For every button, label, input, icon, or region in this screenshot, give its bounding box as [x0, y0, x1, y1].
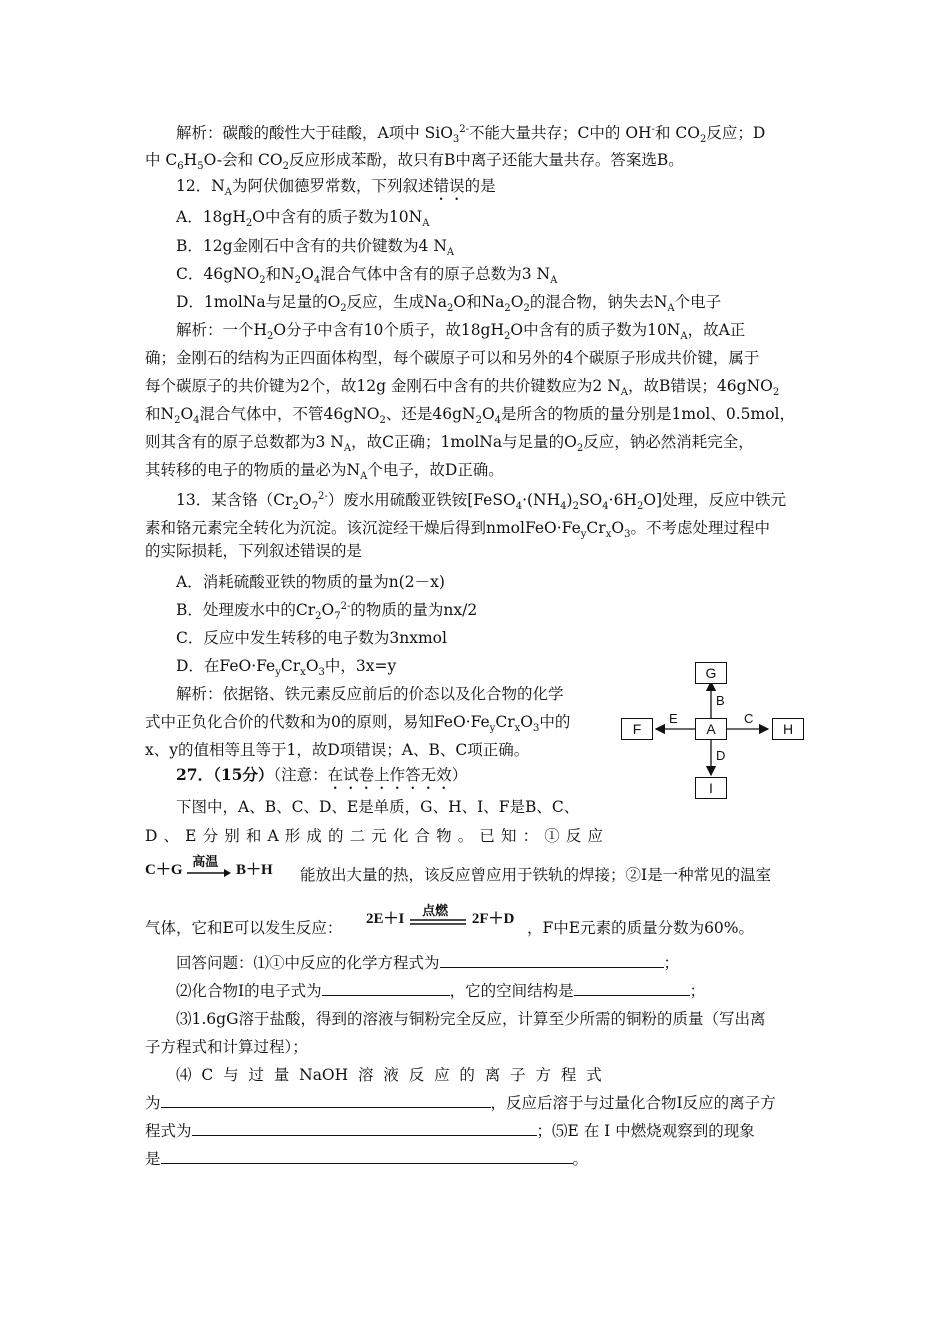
question-12-explanation-2: 确；金刚石的结构为正四面体构型，每个碳原子可以和另外的4个碳原子形成共价键，属于 — [145, 349, 760, 367]
node-f: F — [621, 718, 653, 740]
node-i: I — [695, 777, 727, 799]
question-27-header: 27．（15分）（注意：在试卷上作答无效） — [176, 765, 468, 784]
answer-3-cont: 子方程式和计算过程）； — [145, 1038, 308, 1056]
answer-4-cont: 为 ，反应后溶于与过量化合物I反应的离子方 — [145, 1094, 776, 1112]
equation-2: 2E＋I 点燃 2F＋D — [366, 902, 515, 927]
question-13-explanation-3: x、y的值相等且等于1，故D项错误；A、B、C项正确。 — [145, 741, 530, 759]
equation-1-arrow: 高温 — [186, 863, 232, 879]
equation-1: C＋G 高温 B＋H — [145, 853, 273, 878]
answer-2b-blank[interactable] — [574, 981, 690, 996]
question-27-line3: 能放出大量的热，该反应曾应用于铁轨的焊接；②I是一种常见的温室 — [300, 866, 772, 884]
analysis-11-line1: 解析：碳酸的酸性大于硅酸，A项中 SiO$_3^{2-}$不能大量共存；C中的 OH-和 $CO_2$反应；D — [176, 123, 766, 146]
answer-4a-blank[interactable] — [161, 1093, 491, 1108]
question-12-option-d: D．1molNa与足量的$O_2$反应，生成$Na_2O$和$Na_2O_2$的混合物，钠失去$N_A$个电子 — [176, 293, 722, 315]
label-b: B — [716, 693, 725, 708]
question-12-explanation-1: 解析：一个$H_2O$分子中含有10个质子，故$18gH_2O$中含有的质子数为$10N_A$，故A正 — [176, 321, 746, 343]
answer-1-blank[interactable] — [440, 953, 664, 968]
node-h: H — [772, 718, 804, 740]
answer-4b-blank[interactable] — [192, 1121, 537, 1136]
answer-3: ⑶1.6gG溶于盐酸，得到的溶液与铜粉完全反应，计算至少所需的铜粉的质量（写出离 — [176, 1010, 766, 1028]
answer-2: ⑵化合物I的电子式为 ，它的空间结构是 ； — [176, 982, 706, 1000]
question-13-explanation-2: 式中正负化合价的代数和为0的原则，易知$FeO\cdot Fe_yCr_xO_3$中的 — [145, 713, 571, 735]
question-13-option-b: B．处理废水中的$Cr_2O_7^{2-}$的物质的量为nx/2 — [176, 600, 478, 623]
answer-4: ⑷ C 与 过 量 NaOH 溶 液 反 应 的 离 子 方 程 式 — [176, 1066, 602, 1084]
question-13-explanation-1: 解析：依据铬、铁元素反应前后的价态以及化合物的化学 — [176, 685, 564, 703]
question-13-stem-1: 13．某含铬$(Cr_2O_7^{2-})$废水用硫酸亚铁铵$[FeSO_4\cdot(NH_4)_2SO_4\cdot 6H_2O]$处理，反应中铁元 — [176, 490, 787, 513]
question-12-explanation-6: 其转移的电子的物质的量必为$N_A$个电子，故D正确。 — [145, 461, 504, 483]
equation-2-arrow: 点燃 — [422, 902, 449, 918]
question-12-option-c: C．46gNO$_2$和$N_2O_4$混合气体中含有的原子总数为3 $N_A$ — [176, 265, 558, 287]
question-27-line1: 下图中，A、B、C、D、E是单质，G、H、I、F是B、C、 — [176, 798, 580, 816]
answer-5: 是 。 — [145, 1150, 589, 1168]
question-13-stem-2: 素和铬元素完全转化为沉淀。该沉淀经干燥后得到$nmolFeO\cdot Fe_yCr_xO_3$。不考虑处理过程中 — [145, 519, 770, 541]
answer-1: 回答问题：⑴①中反应的化学方程式为 ； — [176, 954, 680, 972]
analysis-11-line2: 中 $C_6H_5O-$会和 $CO_2$反应形成苯酚，故只有B中离子还能大量共存。答案选B。 — [145, 151, 684, 173]
question-12-explanation-5: 则其含有的原子总数都为3 $N_A$，故C正确；1molNa与足量的$O_2$反应，钠必然消耗完全， — [145, 433, 754, 455]
node-a: A — [695, 718, 727, 740]
answer-4-cont2: 程式为 ；⑸E 在 I 中燃烧观察到的现象 — [145, 1122, 755, 1140]
question-12-option-a: A．$18gH_2O$中含有的质子数为$10N_A$ — [176, 208, 430, 230]
question-12-option-b: B．12g金刚石中含有的共价键数为4 $N_A$ — [176, 237, 455, 259]
question-12-stem: 12．$N_A$为阿伏伽德罗常数，下列叙述错误的是 — [176, 177, 496, 199]
label-e: E — [669, 711, 678, 726]
question-13-option-a: A．消耗硫酸亚铁的物质的量为n(2－x) — [176, 573, 445, 591]
answer-2a-blank[interactable] — [322, 981, 450, 996]
question-12-explanation-3: 每个碳原子的共价键为2个，故12g 金刚石中含有的共价键数应为2 $N_A$，故B错误；46gNO$_2$ — [145, 377, 780, 399]
question-27-line4b: ，F中E元素的质量分数为60%。 — [527, 919, 755, 937]
label-c: C — [744, 711, 754, 726]
question-13-option-d: D．在$FeO\cdot Fe_yCr_xO_3$中，3x=y — [176, 657, 397, 679]
question-13-stem-3: 的实际损耗，下列叙述错误的是 — [145, 542, 363, 560]
question-12-explanation-4: 和$N_2O_4$混合气体中，不管46gNO$_2$、还是$46gN_2O_4$是所含的物质的量分别是1mol、0.5mol， — [145, 405, 796, 427]
node-g: G — [695, 662, 727, 684]
question-27-line4a: 气体，它和E可以发生反应： — [145, 919, 343, 937]
answer-5-blank[interactable] — [161, 1149, 573, 1164]
question-27-line2: D、E分别和A形成的二元化合物。已知：①反应 — [145, 827, 603, 845]
reaction-diagram — [615, 656, 810, 801]
label-d: D — [716, 748, 726, 763]
question-13-option-c: C．反应中发生转移的电子数为3nxmol — [176, 629, 447, 647]
